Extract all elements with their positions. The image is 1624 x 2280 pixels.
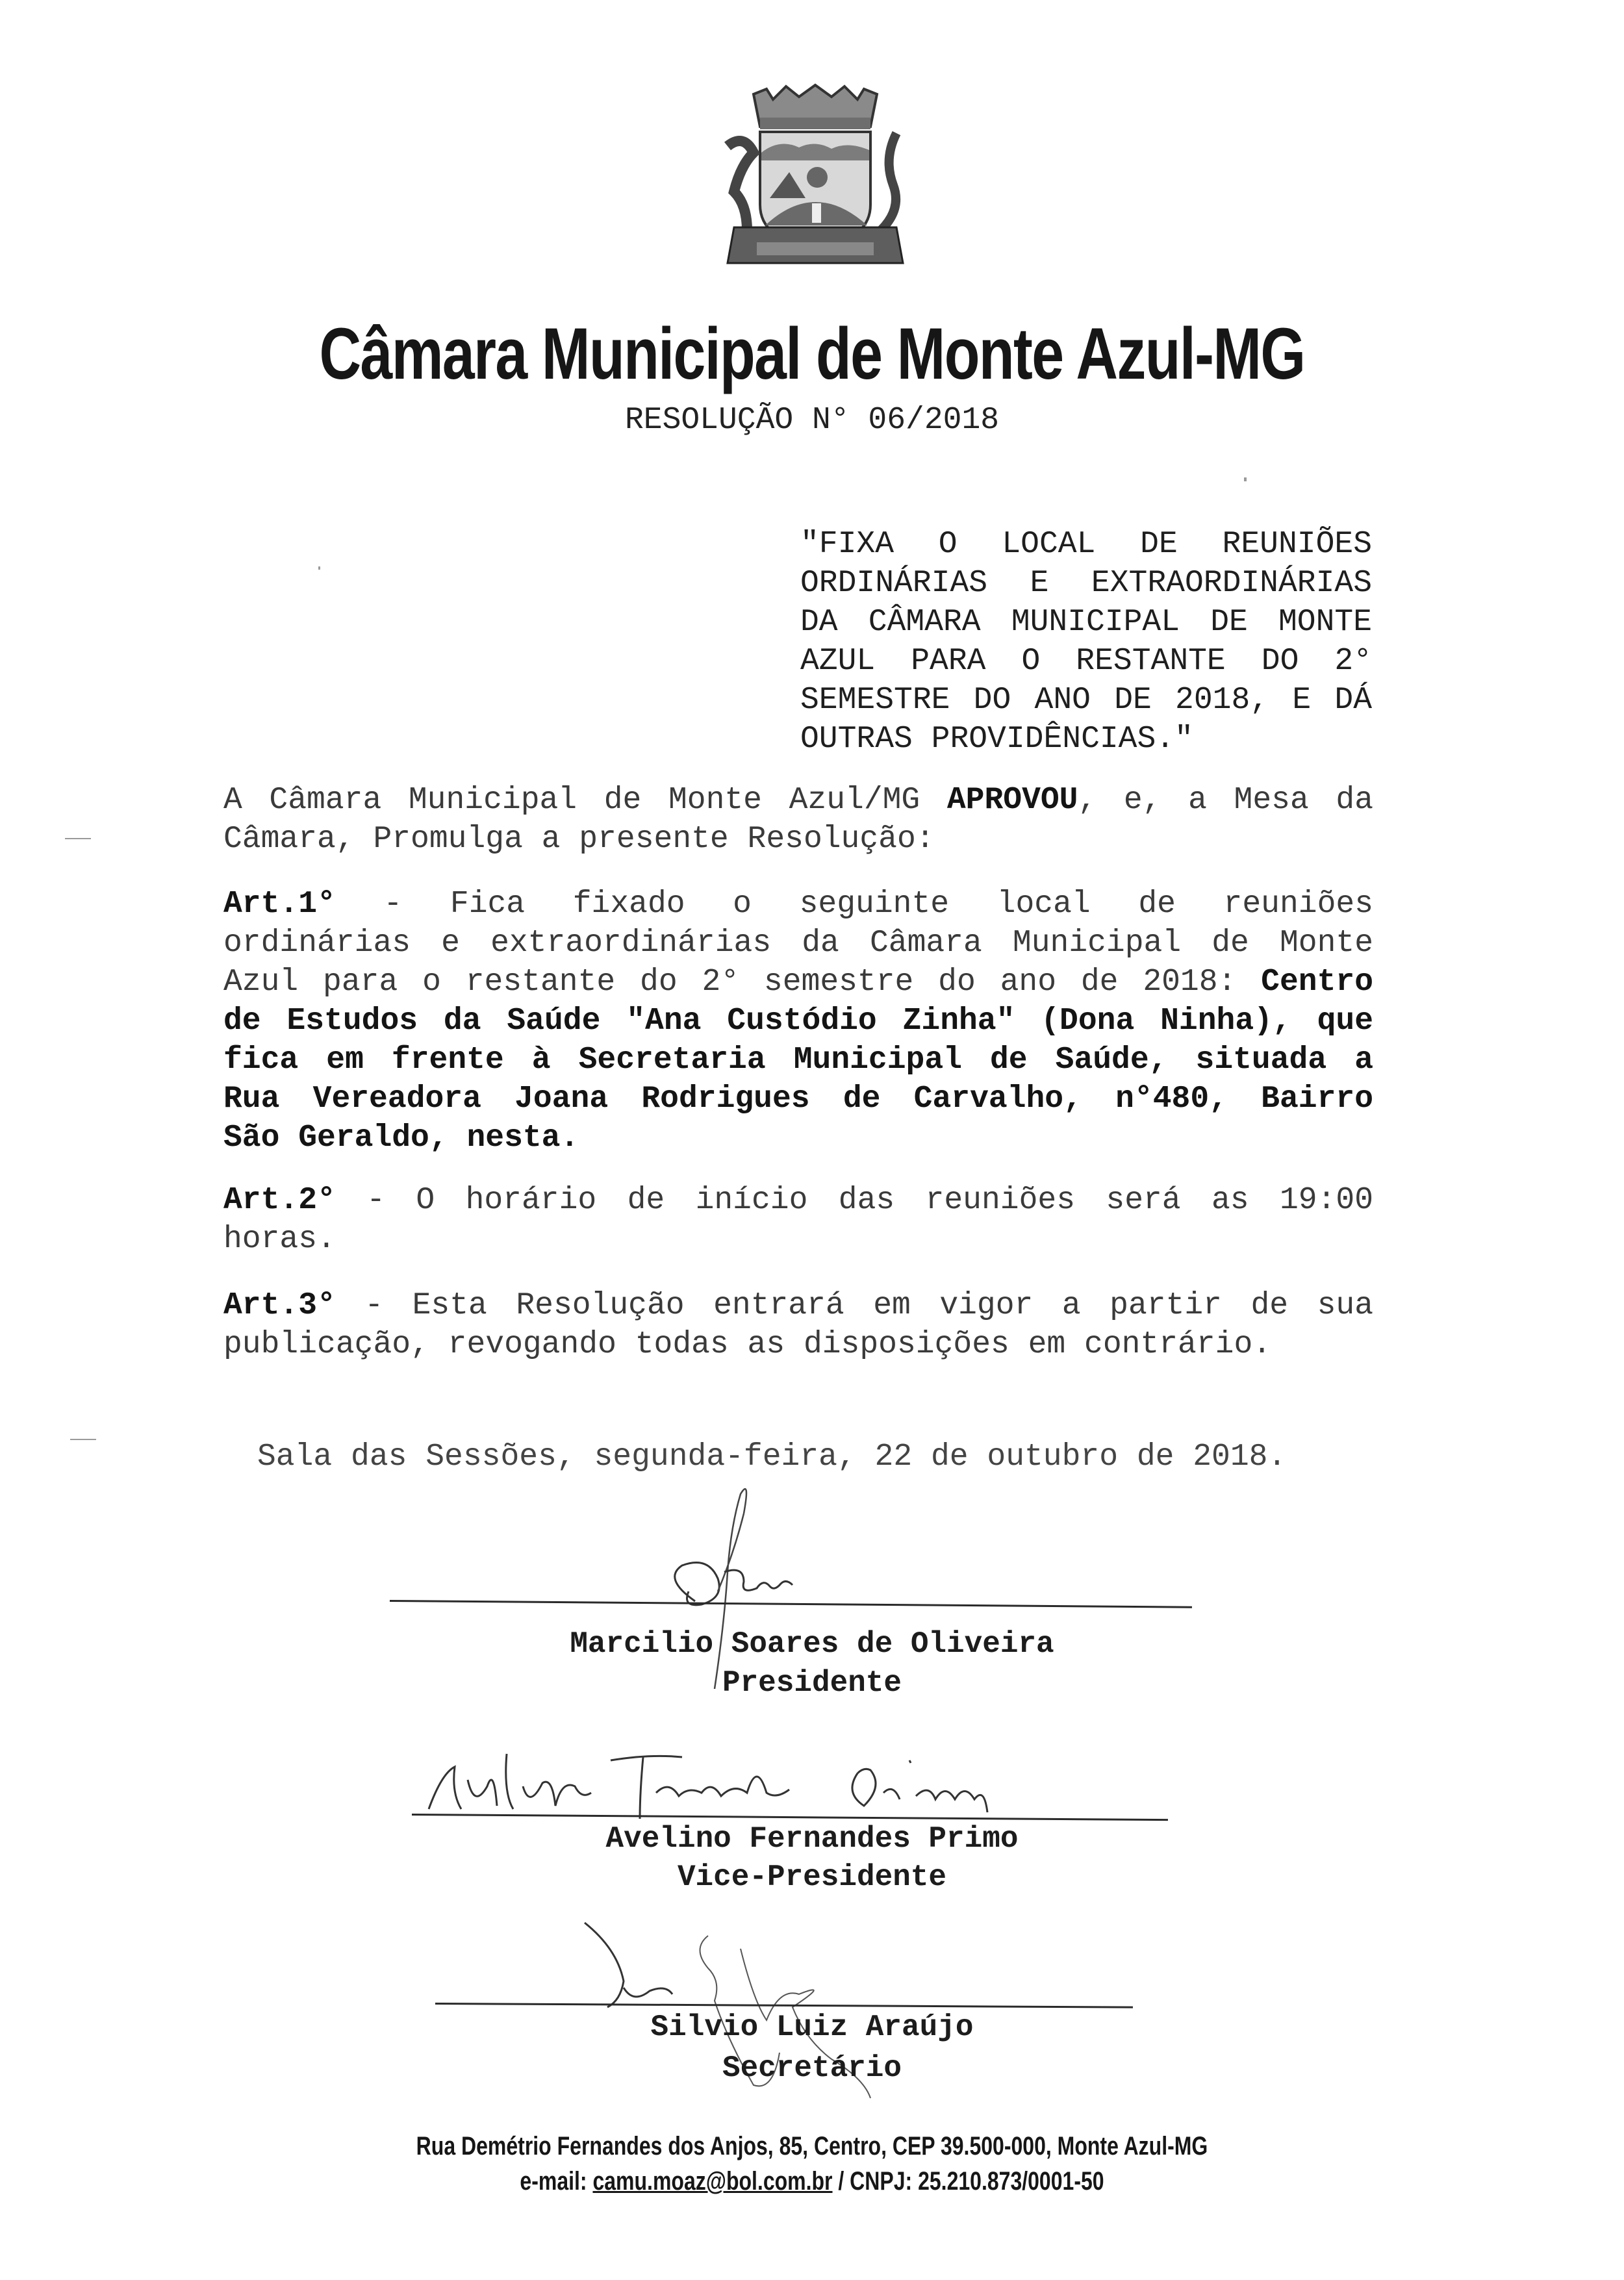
article-line [223,1181,1373,1220]
preamble-text: , e, a Mesa da [1078,783,1373,818]
ementa-line: SEMESTRE DO ANO DE 2018, E DÁ [800,683,1372,718]
mountain-band [761,144,869,160]
article-2 [223,1181,1373,1259]
article-3 [223,1286,1373,1364]
tree-emblem [807,167,828,188]
article-line [223,1286,1373,1325]
signature-stroke [585,1923,672,2007]
ementa-line: "FIXA O LOCAL DE REUNIÕES [800,527,1372,562]
article-line [223,963,1373,1002]
article-label: Art.3° [223,1288,336,1323]
article-text-bold: Centro [1261,965,1373,1000]
article-label: Art.1° [223,887,336,922]
article-line: Rua Vereadora Joana Rodrigues de Carvalho, n°480, Bairro [223,1082,1373,1117]
ribbon-inner [757,242,874,255]
article-text: - Fica fixado o seguinte local de reuniões [335,887,1373,922]
signatory-name: Marcilio Soares de Oliveira [570,1627,1054,1661]
article-text: Azul para o restante do 2° semestre do ano de 2018: [223,965,1262,1000]
signature-stroke [429,1754,591,1809]
signatory-name: Avelino Fernandes Primo [605,1822,1019,1856]
ementa-line: AZUL PARA O RESTANTE DO 2° [800,644,1372,679]
ementa-line: OUTRAS PROVIDÊNCIAS." [800,722,1193,757]
scan-speck [65,838,91,839]
municipal-coat-of-arms-icon [708,81,922,276]
article-1 [223,885,1373,1158]
document-title: Câmara Municipal de Monte Azul-MG [319,313,1305,394]
cross-emblem [812,203,821,223]
left-branch [728,141,754,231]
signature-stroke [852,1760,987,1812]
email-label: e-mail: [520,2167,593,2196]
ementa-line: DA CÂMARA MUNICIPAL DE MONTE [800,605,1372,640]
handwritten-signature-icon [416,1747,1130,1825]
right-branch [877,133,896,234]
ementa-line: ORDINÁRIAS E EXTRAORDINÁRIAS [800,566,1372,601]
cnpj-text: / CNPJ: 25.210.873/0001-50 [832,2167,1104,2196]
signatory-role: Secretário [722,2051,902,2085]
signature-stroke [675,1563,719,1605]
scan-speck [318,566,320,570]
preamble-paragraph [223,781,1373,859]
email-link[interactable]: camu.moaz@bol.com.br [592,2167,833,2196]
signature-stroke [724,1570,793,1590]
scan-speck [1244,477,1247,481]
article-line: de Estudos da Saúde "Ana Custódio Zinha" (Dona Ninha), que [223,1004,1373,1039]
article-line: publicação, revogando todas as disposições em contrário. [223,1327,1272,1362]
preamble-text: A Câmara Municipal de Monte Azul/MG [223,783,947,818]
article-line: fica em frente à Secretaria Municipal de Saúde, situada a [223,1043,1373,1078]
footer-address: Rua Demétrio Fernandes dos Anjos, 85, Centro, CEP 39.500-000, Monte Azul-MG [416,2132,1208,2160]
signatory-role: Vice-Presidente [677,1860,947,1894]
crown-band [760,118,870,129]
resolution-number: RESOLUÇÃO N° 06/2018 [624,403,1000,438]
article-line: horas. [223,1222,336,1257]
article-text: - O horário de início das reuniões será as 19:00 [335,1183,1373,1218]
preamble-line: Câmara, Promulga a presente Resolução: [223,822,935,857]
signature-stroke [611,1756,789,1819]
article-line [223,885,1373,924]
preamble-line [223,781,1373,820]
article-line: São Geraldo, nesta. [223,1121,579,1156]
article-text: - Esta Resolução entrará em vigor a partir de sua [335,1288,1373,1323]
footer-contact [162,2167,1462,2196]
scan-speck [70,1439,96,1440]
signatory-name: Silvio Luiz Araújo [650,2010,974,2044]
signatory-role: Presidente [722,1666,902,1700]
place-and-date: Sala das Sessões, segunda-feira, 22 de outubro de 2018. [257,1439,1287,1475]
article-label: Art.2° [223,1183,336,1218]
approved-keyword: APROVOU [946,783,1078,818]
ementa-summary [800,525,1372,759]
article-line: ordinárias e extraordinárias da Câmara Municipal de Monte [223,926,1373,961]
